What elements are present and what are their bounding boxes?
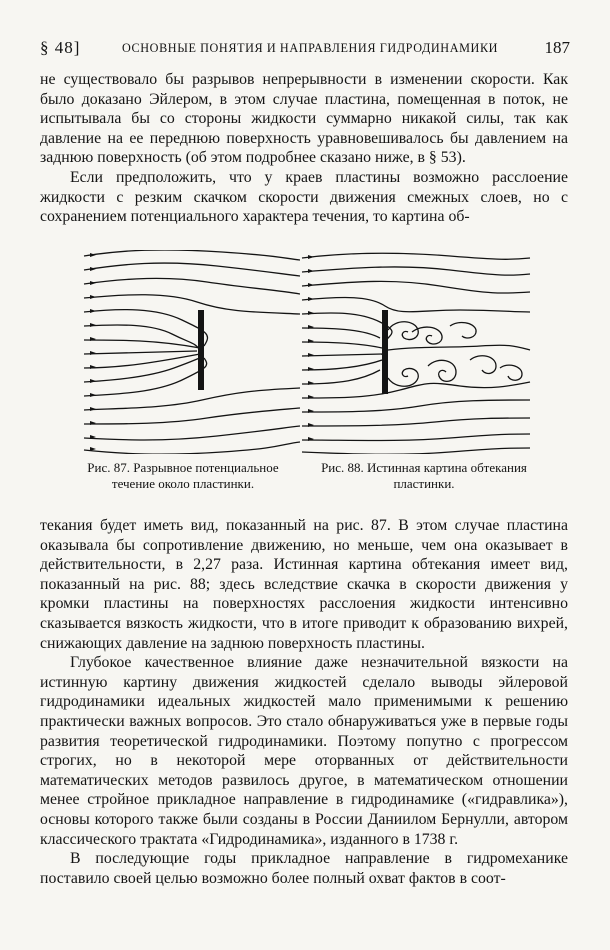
- streamline: [84, 388, 300, 410]
- vortex: [470, 356, 496, 374]
- streamline: [302, 448, 530, 454]
- streamline: [302, 382, 530, 398]
- streamline: [302, 370, 380, 384]
- streamline: [84, 351, 197, 354]
- page-number: 187: [544, 38, 570, 57]
- streamline: [302, 418, 530, 426]
- paragraph: не существовало бы разрывов непрерывности в изменении скорости. Как было доказано Эйлером, в этом случае пластина, помещенная в поток, не испытывала бы со стороны жидкости суммарно никакой силы, так как давление на ее переднюю поверхность уравновешивалось бы давлением на заднюю поверхность (об этом подробнее сказано ниже, в § 53).: [40, 71, 568, 167]
- vortex: [500, 365, 522, 380]
- streamline: [302, 328, 380, 338]
- streamline: [84, 250, 300, 260]
- paragraph: текания будет иметь вид, показанный на рис. 87. В этом случае пластина оказывала бы сопротивление движению, но меньше, чем она оказывает в действительности, в 2,27 раза. Истинная картина обтекания имеет вид, показанный на рис. 88; здесь вследствие скачка в скорости движения у кромки пластины на поверхностях расслоения жидкости интенсивно сказывается вязкость жидкости, что в итоге приводит к образованию вихрей, снижающих давление на заднюю поверхность пластины.: [40, 517, 568, 652]
- streamline: [84, 295, 300, 314]
- wake-line: [388, 345, 530, 350]
- text-block-top: [40, 70, 568, 227]
- streamline: [302, 253, 530, 259]
- paragraph: Глубокое качественное влияние даже незначительной вязкости на истинную картину движения жидкостей сделало выводы эйлеровой гидродинамики идеальных жидкостей мало применимыми к решению практически важных вопросов. Это стало обнаруживаться уже в первые годы развития теоретической гидродинамики. Поэтому попутно с прогрессом строгих, но в некоторой мере оторванных от действительности математических методов развилось другое, в математическом отношении менее стройное прикладное направление в гидродинамике («гидравлика»), основы которого также были созданы в России Даниилом Бернулли, автором классического трактата «Гидродинамика», изданного в 1738 г.: [40, 654, 568, 848]
- streamline: [302, 342, 382, 348]
- streamline: [302, 400, 530, 412]
- section-number: § 48]: [40, 38, 81, 57]
- plate: [382, 310, 388, 394]
- streamline: [84, 340, 200, 348]
- vortex: [428, 360, 456, 381]
- figure-88-illustration: [300, 250, 532, 454]
- streamline: [84, 442, 300, 454]
- vortex: [450, 323, 476, 338]
- streamline: [302, 434, 530, 441]
- flow-arrows: [308, 255, 314, 441]
- streamline: [84, 426, 300, 440]
- paragraph: В последующие годы прикладное направление в гидромеханике поставило своей целью возможно более полный охват фактов в соот-: [40, 850, 568, 887]
- plate: [198, 310, 204, 390]
- streamline: [84, 325, 200, 350]
- flow-arrows: [90, 253, 96, 451]
- streamline: [302, 298, 530, 312]
- text-block-bottom: [40, 516, 568, 888]
- streamline: [84, 408, 300, 424]
- figure-87-illustration: [82, 250, 300, 454]
- figure-88-caption: Рис. 88. Истинная картина обтекания пластинки.: [321, 460, 527, 491]
- streamline: [84, 358, 200, 382]
- figure-87-caption: Рис. 87. Разрывное потенциальное течение около пластинки.: [87, 460, 279, 491]
- streamline: [302, 281, 530, 293]
- vortex: [388, 368, 418, 386]
- streamline: [302, 267, 530, 275]
- running-header: [40, 38, 570, 60]
- streamline: [84, 354, 200, 368]
- streamline: [84, 278, 300, 294]
- running-title: ОСНОВНЫЕ ПОНЯТИЯ И НАПРАВЛЕНИЯ ГИДРОДИНАМИКИ: [122, 41, 499, 55]
- streamline: [302, 360, 382, 370]
- streamline: [84, 263, 300, 276]
- paragraph: Если предположить, что у краев пластины возможно расслоение жидкости с резким скачком скорости движения смежных слоев, но с сохранением потенциального характера течения, то картина об-: [40, 168, 568, 226]
- vortex: [412, 327, 442, 344]
